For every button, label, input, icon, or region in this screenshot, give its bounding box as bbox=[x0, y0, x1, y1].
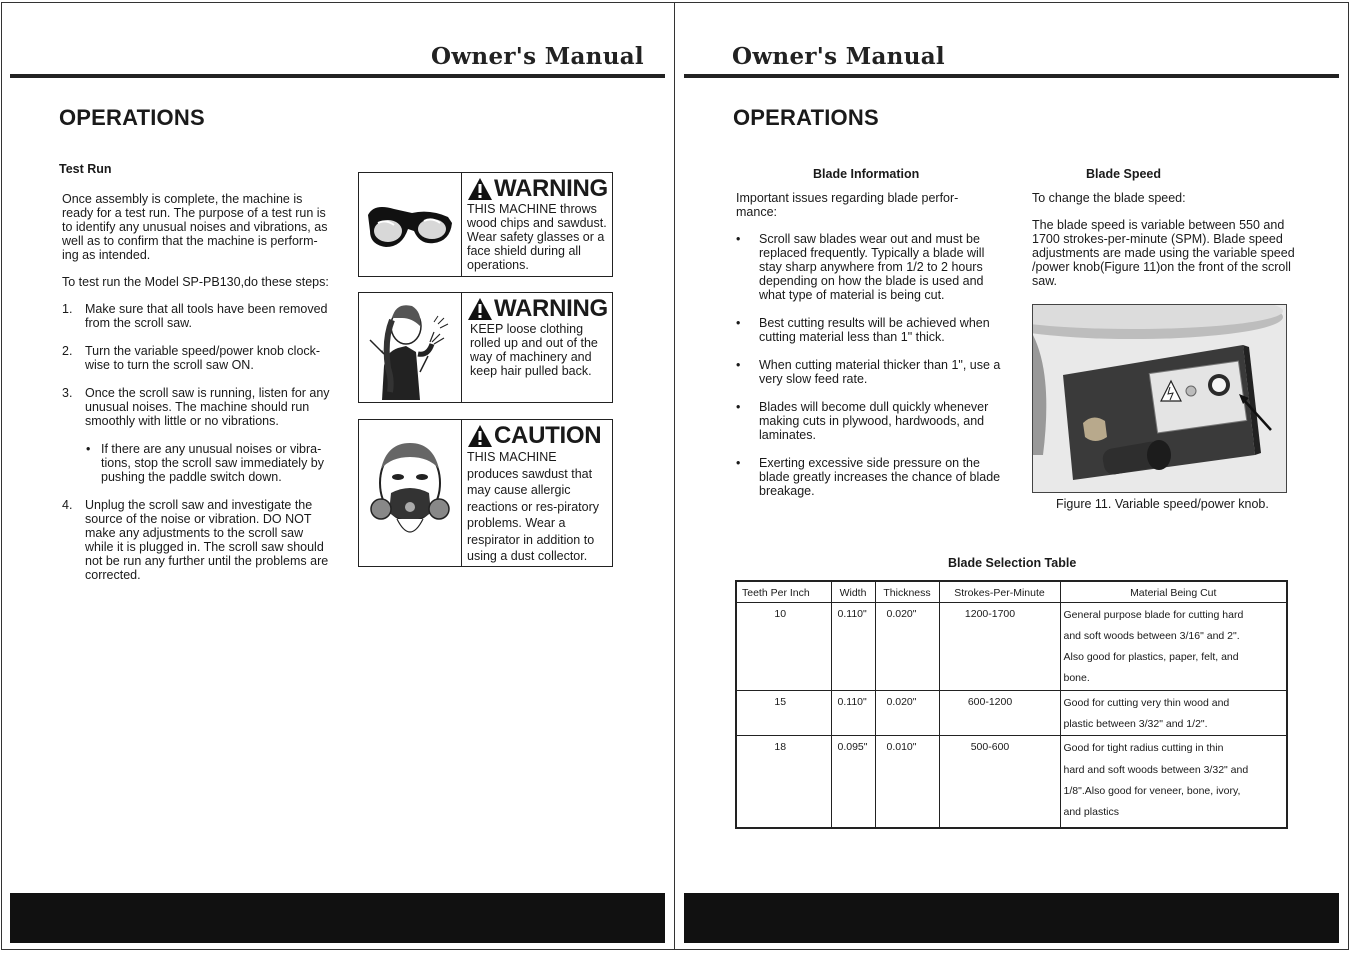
thickness-cell: 0.020" bbox=[875, 690, 939, 736]
test-run-steps bbox=[62, 302, 334, 596]
material-cell bbox=[1060, 602, 1287, 690]
bullet-icon: • bbox=[736, 316, 741, 330]
warning-message bbox=[462, 173, 612, 276]
signal-word-text: WARNING bbox=[494, 295, 608, 322]
bullet-icon: • bbox=[736, 358, 741, 372]
section-title: OPERATIONS bbox=[59, 105, 205, 130]
column-header: Width bbox=[831, 581, 875, 602]
loose-clothing-hair-icon bbox=[359, 293, 462, 402]
list-item-text: Blades will become dull quickly whenever making cuts in plywood, hardwoods, and laminates. bbox=[759, 400, 989, 442]
caution-text: THIS MACHINE produces sawdust that may cause allergic reactions or res-piratory problems. Wear a respirator in addition to using a dust collector. bbox=[467, 450, 599, 563]
table-header-row bbox=[736, 581, 1287, 602]
spm-cell: 500-600 bbox=[939, 736, 1060, 828]
section-title: OPERATIONS bbox=[733, 105, 879, 130]
header-title: Owner's Manual bbox=[431, 43, 644, 70]
step-item bbox=[62, 344, 334, 372]
width-cell: 0.095" bbox=[831, 736, 875, 828]
thickness-cell: 0.020" bbox=[875, 602, 939, 690]
spm-cell: 600-1200 bbox=[939, 690, 1060, 736]
column-header: Thickness bbox=[875, 581, 939, 602]
blade-selection-table bbox=[735, 580, 1288, 829]
warning-text: KEEP loose clothing rolled up and out of the way of machinery and keep hair pulled back. bbox=[470, 322, 598, 378]
list-item bbox=[736, 400, 1006, 442]
right-page bbox=[675, 0, 1350, 954]
blade-speed-text: The blade speed is variable between 550 and 1700 strokes-per-minute (SPM). Blade speed adjustments are made using the variable speed /power knob(Figure 11)on the front of the scroll saw. bbox=[1032, 218, 1295, 288]
step-number: 3. bbox=[62, 386, 73, 400]
material-cell bbox=[1060, 690, 1287, 736]
material-line: Also good for plastics, paper, felt, and bbox=[1063, 651, 1239, 664]
test-run-heading: Test Run bbox=[59, 162, 112, 176]
list-item bbox=[736, 232, 1006, 302]
width-cell: 0.110" bbox=[831, 602, 875, 690]
list-item-text: Scroll saw blades wear out and must be replaced frequently. Typically a blade will stay sharp anywhere from 1/2 to 2 hours depending on how the blade is used and what type of material is being cut. bbox=[759, 232, 985, 302]
warning-message bbox=[462, 293, 612, 402]
caution-signal-word bbox=[467, 423, 608, 449]
warning-signal-word bbox=[467, 176, 608, 202]
step-text: Make sure that all tools have been removed from the scroll saw. bbox=[85, 302, 328, 330]
warning-signal-word bbox=[467, 296, 608, 322]
caution-message bbox=[462, 420, 612, 566]
table-row bbox=[736, 736, 1287, 828]
caution-box-respirator bbox=[358, 419, 613, 567]
bullet-icon: • bbox=[736, 400, 741, 414]
material-line: bone. bbox=[1063, 672, 1090, 685]
step-item bbox=[62, 386, 334, 428]
column-header: Material Being Cut bbox=[1060, 581, 1287, 602]
tpi-cell: 15 bbox=[736, 690, 831, 736]
tpi-cell: 10 bbox=[736, 602, 831, 690]
table-title: Blade Selection Table bbox=[948, 556, 1077, 570]
blade-speed-heading: Blade Speed bbox=[1086, 167, 1162, 181]
tpi-cell: 18 bbox=[736, 736, 831, 828]
list-item bbox=[736, 456, 1006, 498]
test-run-intro: Once assembly is complete, the machine is ready for a test run. The purpose of a test run is to identify any unusual noises and vibrations, as well as to confirm that the machine is perform-ing as intended. bbox=[62, 192, 328, 262]
header-title: Owner's Manual bbox=[732, 43, 945, 70]
test-run-steps-intro: To test run the Model SP-PB130,do these steps: bbox=[62, 275, 329, 289]
caution-triangle-icon bbox=[467, 424, 493, 448]
warning-triangle-icon bbox=[467, 297, 493, 321]
step-number: 2. bbox=[62, 344, 73, 358]
list-item-text: When cutting material thicker than 1", use a very slow feed rate. bbox=[759, 358, 1001, 386]
warning-triangle-icon bbox=[467, 177, 493, 201]
list-item-text: Best cutting results will be achieved when cutting material less than 1" thick. bbox=[759, 316, 990, 344]
header-rule bbox=[10, 74, 665, 78]
thickness-cell: 0.010" bbox=[875, 736, 939, 828]
material-cell bbox=[1060, 736, 1287, 828]
bullet-icon: • bbox=[86, 442, 91, 456]
list-item bbox=[736, 316, 1006, 344]
step-subitem bbox=[62, 442, 334, 484]
material-line: Good for tight radius cutting in thin bbox=[1063, 742, 1224, 755]
step-number: 1. bbox=[62, 302, 73, 316]
blade-information-heading: Blade Information bbox=[813, 167, 920, 181]
warning-box-safety-glasses bbox=[358, 172, 613, 277]
warning-box-loose-clothing bbox=[358, 292, 613, 403]
blade-information-intro: Important issues regarding blade perfor-mance: bbox=[736, 191, 959, 219]
column-header: Strokes-Per-Minute bbox=[939, 581, 1060, 602]
figure-caption: Figure 11. Variable speed/power knob. bbox=[1056, 497, 1269, 511]
bullet-icon: • bbox=[736, 232, 741, 246]
list-item bbox=[736, 358, 1006, 386]
list-item-text: Exerting excessive side pressure on the blade greatly increases the chance of blade breakage. bbox=[759, 456, 1001, 498]
material-line: and soft woods between 3/16" and 2". bbox=[1063, 629, 1240, 642]
step-text: If there are any unusual noises or vibra-tions, stop the scroll saw immediately by pushing the paddle switch down. bbox=[101, 442, 325, 484]
material-line: 1/8".Also good for veneer, bone, ivory, bbox=[1063, 784, 1241, 797]
step-item bbox=[62, 302, 334, 330]
material-line: plastic between 3/32" and 1/2". bbox=[1063, 717, 1208, 730]
table-row bbox=[736, 602, 1287, 690]
signal-word-text: WARNING bbox=[494, 175, 608, 202]
step-text: Turn the variable speed/power knob clock-wise to turn the scroll saw ON. bbox=[85, 344, 321, 372]
footer-bar bbox=[10, 893, 665, 943]
step-number: 4. bbox=[62, 498, 73, 512]
step-text: Unplug the scroll saw and investigate the source of the noise or vibration. DO NOT make any adjustments to the scroll saw while it is plugged in. The scroll saw should not be run any further until the problems are corrected. bbox=[85, 498, 329, 582]
width-cell: 0.110" bbox=[831, 690, 875, 736]
material-line: and plastics bbox=[1063, 806, 1119, 819]
left-page bbox=[0, 0, 674, 954]
blade-speed-intro: To change the blade speed: bbox=[1032, 191, 1186, 205]
signal-word-text: CAUTION bbox=[494, 422, 602, 449]
material-line: General purpose blade for cutting hard bbox=[1063, 608, 1244, 621]
variable-speed-knob-photo bbox=[1032, 304, 1287, 493]
material-line: Good for cutting very thin wood and bbox=[1063, 696, 1230, 709]
respirator-icon bbox=[359, 420, 462, 566]
footer-bar bbox=[684, 893, 1339, 943]
spm-cell: 1200-1700 bbox=[939, 602, 1060, 690]
step-text: Once the scroll saw is running, listen for any unusual noises. The machine should run smoothly with little or no vibrations. bbox=[85, 386, 330, 428]
bullet-icon: • bbox=[736, 456, 741, 470]
header-rule bbox=[684, 74, 1339, 78]
step-item bbox=[62, 498, 334, 582]
warning-text: THIS MACHINE throws wood chips and sawdust. Wear safety glasses or a face shield during all operations. bbox=[467, 202, 607, 272]
safety-glasses-icon bbox=[359, 173, 462, 276]
column-header: Teeth Per Inch bbox=[736, 581, 831, 602]
material-line: hard and soft woods between 3/32" and bbox=[1063, 763, 1249, 776]
table-row bbox=[736, 690, 1287, 736]
blade-information-list bbox=[736, 232, 1006, 512]
